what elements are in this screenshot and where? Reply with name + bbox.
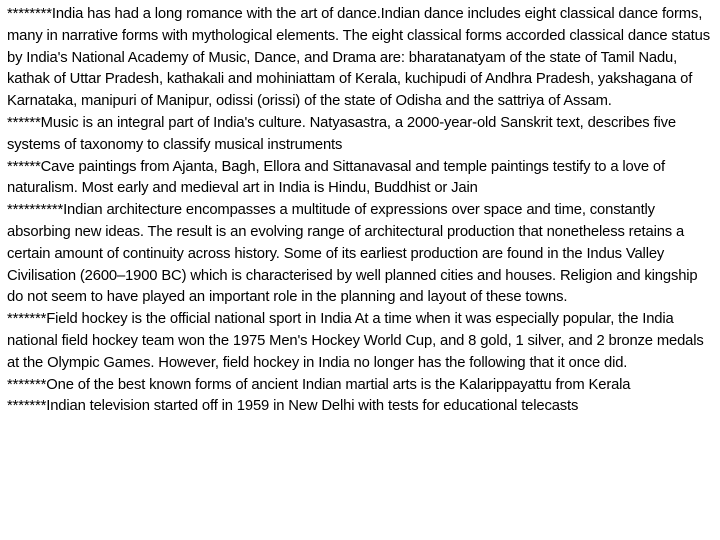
paragraph-architecture: **********Indian architecture encompasses a multitude of expressions over space and time, constantly absorbing new ideas. The result is an evolving range of architectural production that nonetheless retains a certain amount of continuity across history. Some of its earliest production are found in the Indus Valley Civilisation (2600–1900 BC) which is characterised by well planned cities and houses. Religion and kingship do not seem to have played an important role in the planning and layout of these towns. bbox=[7, 202, 698, 306]
paragraph-music: ******Music is an integral part of India's culture. Natyasastra, a 2000-year-old Sanskrit text, describes five systems of taxonomy to classify musical instruments bbox=[7, 114, 676, 153]
document-body bbox=[7, 4, 713, 418]
paragraph-painting: ******Cave paintings from Ajanta, Bagh, Ellora and Sittanavasal and temple paintings testify to a love of naturalism. Most early and medieval art in India is Hindu, Buddhist or Jain bbox=[7, 158, 665, 197]
paragraph-television: *******Indian television started off in 1959 in New Delhi with tests for educational telecasts bbox=[7, 398, 579, 415]
paragraph-martial-arts: *******One of the best known forms of ancient Indian martial arts is the Kalarippayattu from Kerala bbox=[7, 376, 631, 393]
paragraph-field-hockey: *******Field hockey is the official national sport in India At a time when it was especially popular, the India national field hockey team won the 1975 Men's Hockey World Cup, and 8 gold, 1 silver, and 2 bronze medals at the Olympic Games. However, field hockey in India no longer has the following that it once did. bbox=[7, 311, 704, 371]
paragraph-dance: ********India has had a long romance with the art of dance.Indian dance includes eight classical dance forms, many in narrative forms with mythological elements. The eight classical forms accorded classical dance status by India's National Academy of Music, Dance, and Drama are: bharatanatyam of the state of Tamil Nadu, kathak of Uttar Pradesh, kathakali and mohiniattam of Kerala, kuchipudi of Andhra Pradesh, yakshagana of Karnataka, manipuri of Manipur, odissi (orissi) of the state of Odisha and the sattriya of Assam. bbox=[7, 6, 710, 110]
